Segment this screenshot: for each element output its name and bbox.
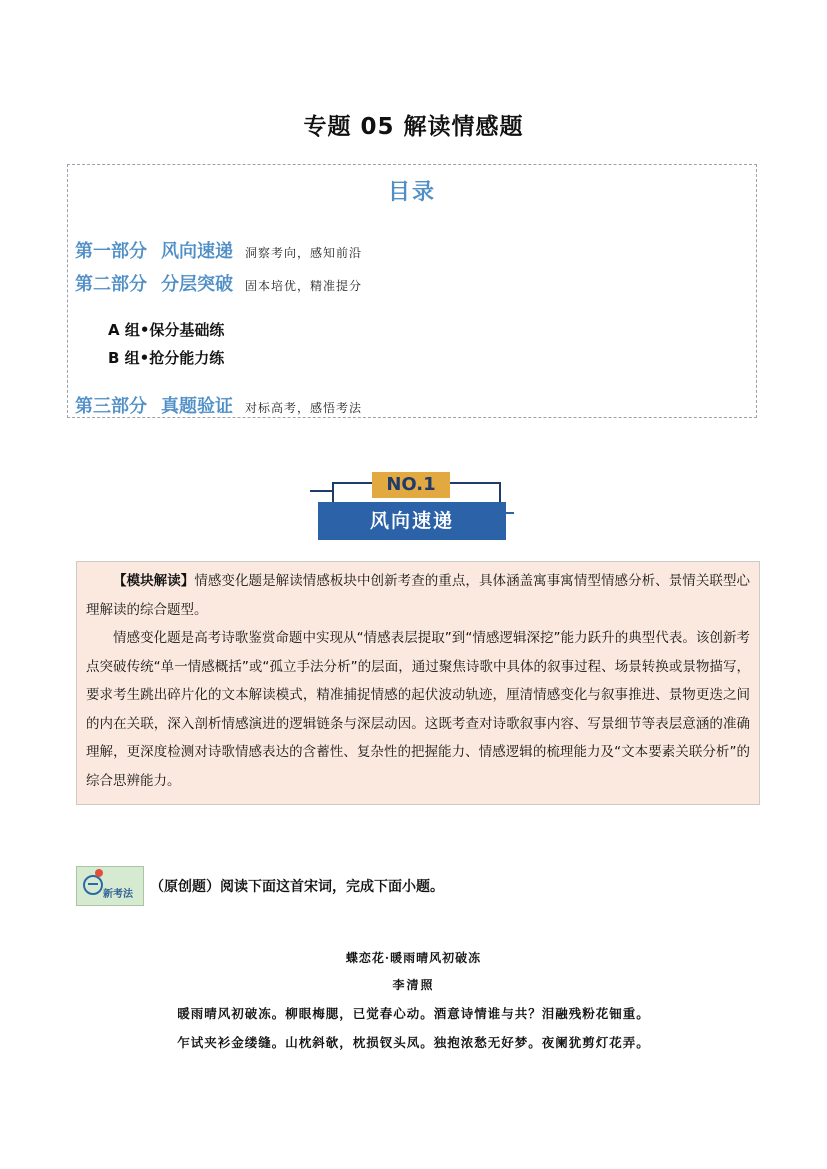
badge-dot-icon [95,869,103,877]
question-header [76,866,444,906]
poem-title: 蝶恋花·暖雨晴风初破冻 [345,951,482,965]
toc-item-part3[interactable] [75,392,362,418]
poem-line: 暖雨晴风初破冻。柳眼梅腮，已觉春心动。酒意诗情谁与共？泪融残粉花钿重。 [177,1006,650,1021]
toc-part-name: 分层突破 [161,274,233,295]
banner-tick [506,512,514,514]
toc-part-label: 第二部分 [75,274,147,295]
section-title: 风向速递 [318,502,506,540]
toc-item-part2[interactable] [75,270,362,296]
globe-badge-icon [76,866,144,906]
toc-part-name: 风向速递 [161,241,233,262]
poem-author: 李清照 [392,978,435,992]
module-paragraph-1 [86,567,750,624]
toc-part-desc: 固本培优，精准提分 [245,279,363,293]
toc-item-part1[interactable] [75,237,362,263]
toc-part-label: 第一部分 [75,241,147,262]
module-paragraph-2: 情感变化题是高考诗歌鉴赏命题中实现从“情感表层提取”到“情感逻辑深挖”能力跃升的典型代表。该创新考点突破传统“单一情感概括”或“孤立手法分析”的层面，通过聚焦诗歌中具体的叙事过程、场景转换或景物描写，要求考生跳出碎片化的文本解读模式，精准捕捉情感的起伏波动轨迹，厘清情感变化与叙事推进、景物更迭之间的内在关联，深入剖析情感演进的逻辑链条与深层动因。这既考查对诗歌叙事内容、写景细节等表层意涵的准确理解，更深度检测对诗歌情感表达的含蓄性、复杂性的把握能力、情感逻辑的梳理能力及“文本要素关联分析”的综合思辨能力。 [86,630,750,789]
section-number-badge: NO.1 [372,472,450,498]
globe-icon [83,875,103,895]
toc-part-desc: 对标高考，感悟考法 [245,401,363,415]
toc-part-desc: 洞察考向，感知前沿 [245,246,363,260]
toc-sub-item-b[interactable]: B 组•抢分能力练 [108,349,225,367]
module-label: 【模块解读】 [113,573,195,589]
new-method-label: 新考法 [103,889,133,900]
toc-part-name: 真题验证 [161,396,233,417]
poem-line: 乍试夹衫金缕缝。山枕斜欹，枕损钗头凤。独抱浓愁无好梦。夜阑犹剪灯花弄。 [177,1035,650,1050]
question-prompt: （原创题）阅读下面这首宋词，完成下面小题。 [150,879,444,895]
toc-sub-item-a[interactable]: A 组•保分基础练 [108,321,225,339]
section-banner [310,470,515,545]
table-of-contents [67,164,757,418]
toc-heading: 目录 [387,180,436,205]
module-text-1: 情感变化题是解读情感板块中创新考查的重点，具体涵盖寓事寓情型情感分析、景情关联型心理解读的综合题型。 [86,573,751,618]
page-title: 专题 05 解读情感题 [303,114,524,140]
toc-part-label: 第三部分 [75,396,147,417]
module-interpretation-box [76,561,760,805]
banner-line [310,490,332,492]
